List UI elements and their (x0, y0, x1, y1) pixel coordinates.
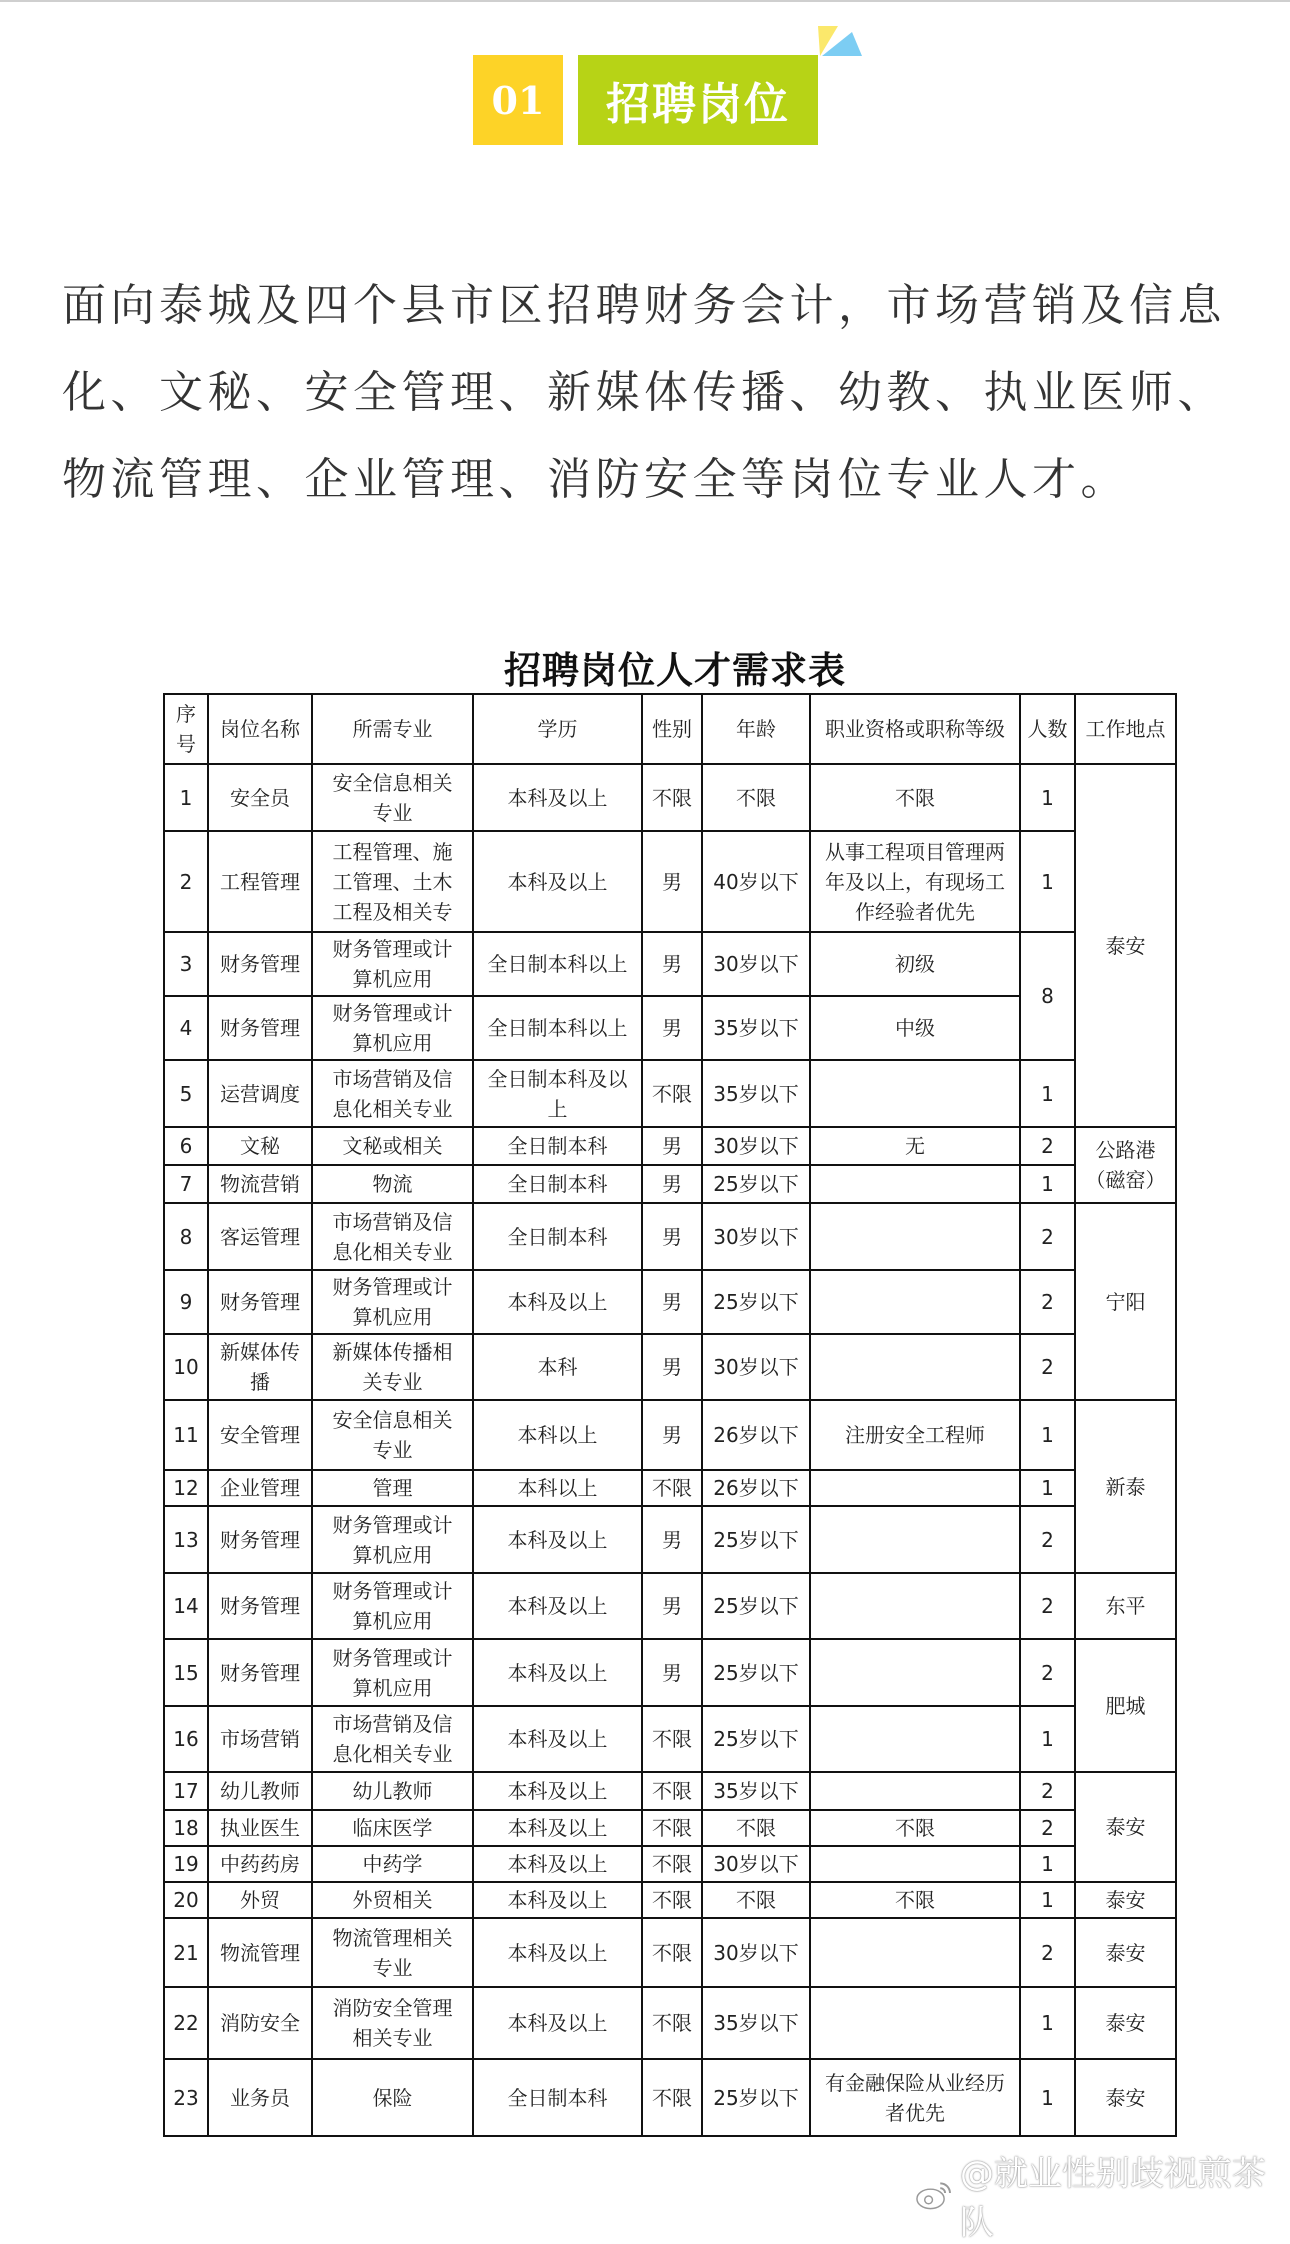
cell-major: 管理 (312, 1470, 473, 1506)
watermark-text: @就业性别歧视煎茶队 (959, 2154, 1266, 2243)
cell-headcount: 1 (1020, 1846, 1075, 1882)
cell-qualification (810, 1772, 1020, 1810)
cell-position: 安全管理 (208, 1400, 312, 1470)
cell-location: 东平 (1075, 1573, 1176, 1639)
cell-gender: 男 (642, 1165, 702, 1203)
cell-position: 物流营销 (208, 1165, 312, 1203)
cell-index: 6 (164, 1127, 208, 1165)
cell-position: 企业管理 (208, 1470, 312, 1506)
cell-position: 安全员 (208, 764, 312, 831)
cell-gender: 不限 (642, 1060, 702, 1127)
cell-gender: 男 (642, 932, 702, 996)
cell-education: 本科以上 (473, 1400, 642, 1470)
cell-index: 11 (164, 1400, 208, 1470)
table-row (164, 1987, 1176, 2059)
cell-position: 幼儿教师 (208, 1772, 312, 1810)
cell-headcount: 2 (1020, 1918, 1075, 1987)
table-row (164, 1203, 1176, 1270)
cell-headcount: 2 (1020, 1334, 1075, 1400)
cell-location: 新泰 (1075, 1400, 1176, 1573)
cell-qualification: 注册安全工程师 (810, 1400, 1020, 1470)
cell-location: 泰安 (1075, 1882, 1176, 1918)
table-row (164, 831, 1176, 932)
cell-age: 30岁以下 (702, 1334, 810, 1400)
cell-education: 本科及以上 (473, 1846, 642, 1882)
cell-gender: 男 (642, 1400, 702, 1470)
cell-major: 财务管理或计 算机应用 (312, 932, 473, 996)
cell-index: 16 (164, 1706, 208, 1772)
cell-headcount: 8 (1020, 932, 1075, 1060)
cell-age: 25岁以下 (702, 1706, 810, 1772)
cell-qualification (810, 1165, 1020, 1203)
cell-headcount: 1 (1020, 831, 1075, 932)
cell-location: 泰安 (1075, 764, 1176, 1127)
cell-major: 临床医学 (312, 1810, 473, 1846)
top-divider (0, 0, 1290, 2)
cell-position: 财务管理 (208, 1506, 312, 1573)
cell-gender: 男 (642, 1270, 702, 1334)
cell-education: 本科及以上 (473, 764, 642, 831)
cell-headcount: 2 (1020, 1810, 1075, 1846)
cell-position: 财务管理 (208, 1270, 312, 1334)
cell-education: 全日制本科 (473, 1203, 642, 1270)
cell-qualification (810, 1270, 1020, 1334)
cell-major: 幼儿教师 (312, 1772, 473, 1810)
header-headcount: 人数 (1020, 694, 1075, 764)
cell-major: 财务管理或计 算机应用 (312, 1270, 473, 1334)
cell-position: 业务员 (208, 2059, 312, 2136)
cell-location: 泰安 (1075, 1987, 1176, 2059)
cell-index: 1 (164, 764, 208, 831)
cell-index: 13 (164, 1506, 208, 1573)
cell-age: 30岁以下 (702, 932, 810, 996)
header-gender: 性别 (642, 694, 702, 764)
cell-gender: 男 (642, 996, 702, 1060)
table-row (164, 1165, 1176, 1203)
cell-qualification (810, 1639, 1020, 1706)
table-row (164, 1506, 1176, 1573)
cell-location: 肥城 (1075, 1639, 1176, 1772)
cell-education: 本科及以上 (473, 1270, 642, 1334)
cell-gender: 不限 (642, 1846, 702, 1882)
table-row (164, 1846, 1176, 1882)
cell-major: 财务管理或计 算机应用 (312, 1639, 473, 1706)
cell-education: 全日制本科 (473, 1127, 642, 1165)
cell-headcount: 1 (1020, 1882, 1075, 1918)
cell-location: 泰安 (1075, 1772, 1176, 1882)
cell-qualification: 不限 (810, 1810, 1020, 1846)
cell-qualification: 无 (810, 1127, 1020, 1165)
cell-major: 工程管理、施 工管理、土木 工程及相关专 (312, 831, 473, 932)
cell-position: 财务管理 (208, 996, 312, 1060)
cell-age: 35岁以下 (702, 1772, 810, 1810)
cell-age: 30岁以下 (702, 1203, 810, 1270)
cell-major: 保险 (312, 2059, 473, 2136)
cell-gender: 男 (642, 831, 702, 932)
cell-education: 全日制本科 (473, 2059, 642, 2136)
cell-position: 财务管理 (208, 932, 312, 996)
table-row (164, 1334, 1176, 1400)
header-age: 年龄 (702, 694, 810, 764)
table-row (164, 932, 1176, 996)
cell-position: 中药药房 (208, 1846, 312, 1882)
cell-location: 泰安 (1075, 2059, 1176, 2136)
cell-gender: 男 (642, 1573, 702, 1639)
cell-age: 25岁以下 (702, 1270, 810, 1334)
table-row (164, 764, 1176, 831)
cell-gender: 男 (642, 1203, 702, 1270)
cell-major: 财务管理或计 算机应用 (312, 1506, 473, 1573)
cell-index: 23 (164, 2059, 208, 2136)
cell-headcount: 1 (1020, 2059, 1075, 2136)
table-row (164, 1127, 1176, 1165)
cell-index: 12 (164, 1470, 208, 1506)
cell-age: 25岁以下 (702, 1506, 810, 1573)
cell-education: 本科及以上 (473, 1772, 642, 1810)
header-index: 序 号 (164, 694, 208, 764)
cell-gender: 男 (642, 1506, 702, 1573)
cell-education: 本科及以上 (473, 1706, 642, 1772)
cell-index: 19 (164, 1846, 208, 1882)
cell-index: 5 (164, 1060, 208, 1127)
table-title: 招聘岗位人才需求表 (504, 648, 846, 692)
cell-age: 25岁以下 (702, 1165, 810, 1203)
cell-education: 本科 (473, 1334, 642, 1400)
cell-gender: 不限 (642, 1470, 702, 1506)
cell-headcount: 1 (1020, 764, 1075, 831)
cell-index: 8 (164, 1203, 208, 1270)
cell-headcount: 2 (1020, 1639, 1075, 1706)
cell-qualification (810, 1987, 1020, 2059)
cell-age: 不限 (702, 764, 810, 831)
cell-gender: 不限 (642, 764, 702, 831)
table-row (164, 1882, 1176, 1918)
cell-age: 35岁以下 (702, 1060, 810, 1127)
cell-major: 中药学 (312, 1846, 473, 1882)
table-row (164, 1060, 1176, 1127)
cell-qualification: 中级 (810, 996, 1020, 1060)
cell-headcount: 1 (1020, 1400, 1075, 1470)
cell-major: 财务管理或计 算机应用 (312, 996, 473, 1060)
cell-age: 30岁以下 (702, 1918, 810, 1987)
cell-qualification (810, 1334, 1020, 1400)
cell-gender: 男 (642, 1639, 702, 1706)
cell-education: 本科及以上 (473, 1987, 642, 2059)
section-number-badge: 01 (473, 55, 563, 145)
cell-index: 22 (164, 1987, 208, 2059)
cell-index: 18 (164, 1810, 208, 1846)
cell-position: 消防安全 (208, 1987, 312, 2059)
cell-headcount: 1 (1020, 1706, 1075, 1772)
cell-education: 全日制本科及以 上 (473, 1060, 642, 1127)
table-row (164, 1639, 1176, 1706)
table-row (164, 1270, 1176, 1334)
cell-headcount: 2 (1020, 1506, 1075, 1573)
cell-age: 35岁以下 (702, 996, 810, 1060)
cell-index: 2 (164, 831, 208, 932)
cell-qualification: 初级 (810, 932, 1020, 996)
cell-headcount: 2 (1020, 1270, 1075, 1334)
cell-gender: 男 (642, 1334, 702, 1400)
table-header-row (164, 694, 1176, 764)
cell-qualification: 不限 (810, 764, 1020, 831)
cell-index: 15 (164, 1639, 208, 1706)
cell-major: 物流管理相关 专业 (312, 1918, 473, 1987)
cell-qualification (810, 1203, 1020, 1270)
cell-headcount: 1 (1020, 1060, 1075, 1127)
cell-major: 安全信息相关 专业 (312, 1400, 473, 1470)
cell-qualification (810, 1573, 1020, 1639)
cell-gender: 不限 (642, 1810, 702, 1846)
header-qualification: 职业资格或职称等级 (810, 694, 1020, 764)
cell-gender: 男 (642, 1127, 702, 1165)
cell-education: 本科以上 (473, 1470, 642, 1506)
cell-gender: 不限 (642, 1772, 702, 1810)
cell-location: 宁阳 (1075, 1203, 1176, 1400)
cell-gender: 不限 (642, 1918, 702, 1987)
header-location: 工作地点 (1075, 694, 1176, 764)
cell-gender: 不限 (642, 1706, 702, 1772)
cell-age: 25岁以下 (702, 1573, 810, 1639)
cell-index: 20 (164, 1882, 208, 1918)
cell-major: 文秘或相关 (312, 1127, 473, 1165)
section-title: 招聘岗位 (578, 55, 818, 145)
watermark (915, 2146, 1290, 2244)
cell-index: 7 (164, 1165, 208, 1203)
cell-index: 10 (164, 1334, 208, 1400)
table-row (164, 1772, 1176, 1810)
cell-headcount: 1 (1020, 1165, 1075, 1203)
cell-headcount: 2 (1020, 1127, 1075, 1165)
header-major: 所需专业 (312, 694, 473, 764)
cell-position: 客运管理 (208, 1203, 312, 1270)
cell-education: 全日制本科以上 (473, 996, 642, 1060)
table-row (164, 1810, 1176, 1846)
cell-headcount: 2 (1020, 1772, 1075, 1810)
cell-major: 消防安全管理 相关专业 (312, 1987, 473, 2059)
table-row (164, 1470, 1176, 1506)
intro-paragraph: 面向泰城及四个县市区招聘财务会计，市场营销及信息 化、文秘、安全管理、新媒体传播、幼教、执业医师、 物流管理、企业管理、消防安全等岗位专业人才。 (62, 280, 1226, 505)
table-row (164, 2059, 1176, 2136)
cell-age: 40岁以下 (702, 831, 810, 932)
cell-major: 安全信息相关 专业 (312, 764, 473, 831)
cell-qualification (810, 1846, 1020, 1882)
cell-age: 30岁以下 (702, 1127, 810, 1165)
cell-position: 新媒体传 播 (208, 1334, 312, 1400)
cell-position: 执业医生 (208, 1810, 312, 1846)
cell-location: 公路港 （磁窑） (1075, 1127, 1176, 1203)
cell-qualification (810, 1470, 1020, 1506)
table-row (164, 1400, 1176, 1470)
cell-age: 25岁以下 (702, 2059, 810, 2136)
cell-education: 本科及以上 (473, 1506, 642, 1573)
cell-major: 市场营销及信 息化相关专业 (312, 1203, 473, 1270)
cell-position: 外贸 (208, 1882, 312, 1918)
table-row (164, 1918, 1176, 1987)
cell-age: 30岁以下 (702, 1846, 810, 1882)
cell-qualification (810, 1918, 1020, 1987)
cell-position: 财务管理 (208, 1639, 312, 1706)
header-education: 学历 (473, 694, 642, 764)
cell-qualification: 有金融保险从业经历 者优先 (810, 2059, 1020, 2136)
cell-major: 市场营销及信 息化相关专业 (312, 1706, 473, 1772)
cell-gender: 不限 (642, 1882, 702, 1918)
cell-education: 本科及以上 (473, 1810, 642, 1846)
cell-age: 26岁以下 (702, 1470, 810, 1506)
cell-index: 4 (164, 996, 208, 1060)
cell-major: 外贸相关 (312, 1882, 473, 1918)
cell-education: 本科及以上 (473, 1573, 642, 1639)
cell-headcount: 1 (1020, 1987, 1075, 2059)
cell-headcount: 2 (1020, 1203, 1075, 1270)
cell-gender: 不限 (642, 2059, 702, 2136)
cell-position: 财务管理 (208, 1573, 312, 1639)
cell-gender: 不限 (642, 1987, 702, 2059)
cell-major: 市场营销及信 息化相关专业 (312, 1060, 473, 1127)
cell-position: 工程管理 (208, 831, 312, 932)
cell-major: 物流 (312, 1165, 473, 1203)
cell-age: 26岁以下 (702, 1400, 810, 1470)
header-position: 岗位名称 (208, 694, 312, 764)
cell-location: 泰安 (1075, 1918, 1176, 1987)
cell-position: 运营调度 (208, 1060, 312, 1127)
cell-age: 不限 (702, 1882, 810, 1918)
cell-qualification: 不限 (810, 1882, 1020, 1918)
cell-headcount: 1 (1020, 1470, 1075, 1506)
cell-index: 9 (164, 1270, 208, 1334)
cell-index: 14 (164, 1573, 208, 1639)
cell-qualification (810, 1706, 1020, 1772)
job-requirements-table (163, 693, 1177, 2137)
cell-qualification (810, 1506, 1020, 1573)
cell-position: 文秘 (208, 1127, 312, 1165)
cell-age: 35岁以下 (702, 1987, 810, 2059)
cell-index: 21 (164, 1918, 208, 1987)
cell-education: 全日制本科 (473, 1165, 642, 1203)
cell-index: 17 (164, 1772, 208, 1810)
cell-education: 本科及以上 (473, 831, 642, 932)
cell-major: 新媒体传播相 关专业 (312, 1334, 473, 1400)
cell-age: 25岁以下 (702, 1639, 810, 1706)
cell-education: 全日制本科以上 (473, 932, 642, 996)
cell-index: 3 (164, 932, 208, 996)
weibo-logo-icon (915, 2179, 954, 2211)
cell-education: 本科及以上 (473, 1882, 642, 1918)
decorative-triangles-icon (818, 24, 868, 58)
cell-headcount: 2 (1020, 1573, 1075, 1639)
cell-education: 本科及以上 (473, 1639, 642, 1706)
table-row (164, 1706, 1176, 1772)
cell-qualification (810, 1060, 1020, 1127)
table-row (164, 1573, 1176, 1639)
cell-age: 不限 (702, 1810, 810, 1846)
cell-position: 市场营销 (208, 1706, 312, 1772)
cell-education: 本科及以上 (473, 1918, 642, 1987)
cell-qualification: 从事工程项目管理两 年及以上，有现场工 作经验者优先 (810, 831, 1020, 932)
cell-position: 物流管理 (208, 1918, 312, 1987)
cell-major: 财务管理或计 算机应用 (312, 1573, 473, 1639)
